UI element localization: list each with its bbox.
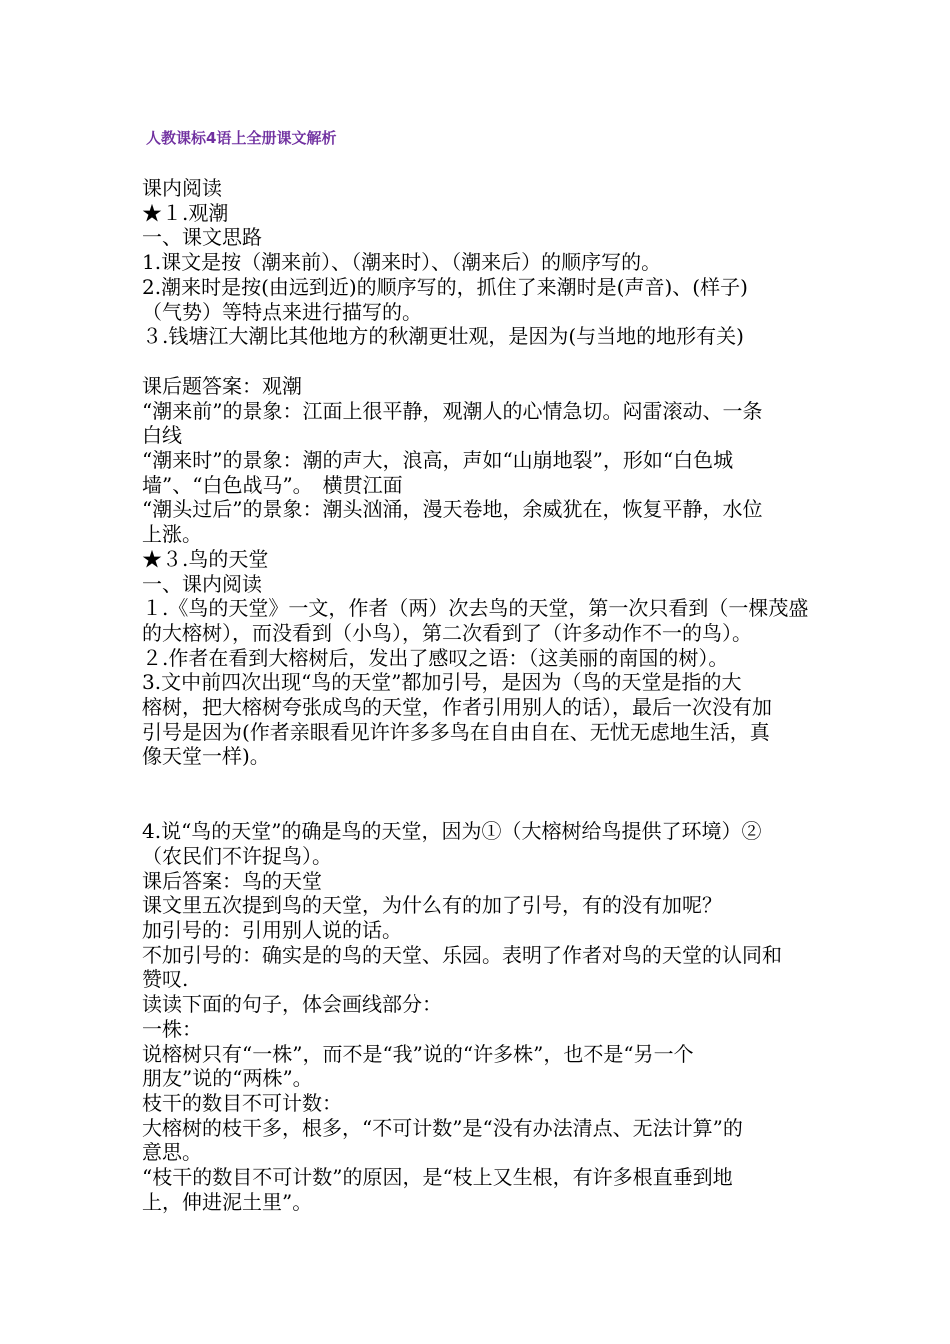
text-line: 上涨。 bbox=[142, 522, 202, 547]
text-line: 课后题答案：观潮 bbox=[142, 373, 302, 398]
text-line: 不加引号的：确实是的鸟的天堂、乐园。表明了作者对鸟的天堂的认同和 bbox=[142, 942, 782, 967]
blank-line bbox=[142, 349, 814, 374]
text-line: “潮来时”的景象：潮的声大，浪高，声如“山崩地裂”，形如“白色城 bbox=[142, 448, 734, 473]
text-line: 4.说“鸟的天堂”的确是鸟的天堂，因为①（大榕树给鸟提供了环境）② bbox=[142, 819, 762, 844]
text-line: 课内阅读 bbox=[142, 176, 222, 200]
text-line: 上，伸进泥土里”。 bbox=[142, 1189, 313, 1214]
text-line: 一、课文思路 bbox=[142, 225, 262, 250]
blank-line bbox=[142, 769, 814, 819]
text-line: 1.课文是按（潮来前）、（潮来时）、（潮来后）的顺序写的。 bbox=[142, 250, 662, 275]
text-line: 赞叹. bbox=[142, 967, 189, 992]
text-line: 枝干的数目不可计数： bbox=[142, 1090, 342, 1115]
text-line: （气势）等特点来进行描写的。 bbox=[142, 299, 422, 324]
text-line: 课后答案：鸟的天堂 bbox=[142, 868, 322, 893]
text-line: ３.钱塘江大潮比其他地方的秋潮更壮观，是因为(与当地的地形有关) bbox=[142, 324, 744, 349]
text-line: 引号是因为(作者亲眼看见许许多多鸟在自由自在、无忧无虑地生活，真 bbox=[142, 719, 770, 744]
text-line: 说榕树只有“一株”，而不是“我”说的“许多株”，也不是“另一个 bbox=[142, 1041, 694, 1066]
text-line: 墙”、“白色战马”。 横贯江面 bbox=[142, 472, 403, 497]
text-line: 榕树，把大榕树夸张成鸟的天堂，作者引用别人的话），最后一次没有加 bbox=[142, 695, 772, 720]
text-line: 像天堂一样)。 bbox=[142, 744, 270, 769]
text-line: “枝干的数目不可计数”的原因，是“枝上又生根，有许多根直垂到地 bbox=[142, 1165, 733, 1190]
text-line: “潮头过后”的景象：潮头汹涌，漫天卷地，余威犹在，恢复平静，水位 bbox=[142, 497, 763, 522]
text-line: （农民们不许捉鸟）。 bbox=[142, 843, 332, 868]
text-line: 意思。 bbox=[142, 1140, 202, 1165]
text-line: 一株： bbox=[142, 1016, 202, 1041]
text-line: “潮来前”的景象：江面上很平静，观潮人的心情急切。闷雷滚动、一条 bbox=[142, 398, 763, 423]
text-line: 一、课内阅读 bbox=[142, 571, 262, 596]
text-line: 2.潮来时是按(由远到近)的顺序写的，抓住了来潮时是(声音)、(样子) bbox=[142, 274, 748, 299]
text-line: 朋友”说的“两株”。 bbox=[142, 1066, 313, 1091]
document-title: 人教课标4语上全册课文解析 bbox=[146, 129, 337, 147]
document-body bbox=[142, 176, 814, 1214]
text-line: 课文里五次提到鸟的天堂，为什么有的加了引号，有的没有加呢？ bbox=[142, 893, 722, 918]
text-line: 白线 bbox=[142, 423, 182, 448]
text-line: ２.作者在看到大榕树后，发出了感叹之语：（这美丽的南国的树）。 bbox=[142, 645, 729, 670]
text-line: 的大榕树），而没看到（小鸟），第二次看到了（许多动作不一的鸟）。 bbox=[142, 620, 752, 645]
text-line: 3.文中前四次出现“鸟的天堂”都加引号，是因为（鸟的天堂是指的大 bbox=[142, 670, 742, 695]
text-line: 读读下面的句子，体会画线部分： bbox=[142, 992, 442, 1017]
text-line: ★３.鸟的天堂 bbox=[142, 546, 269, 571]
text-line: 加引号的：引用别人说的话。 bbox=[142, 917, 402, 942]
text-line: 大榕树的枝干多，根多，“不可计数”是“没有办法清点、无法计算”的 bbox=[142, 1115, 743, 1140]
text-line: ★１.观潮 bbox=[142, 200, 229, 225]
text-line: １.《鸟的天堂》一文，作者（两）次去鸟的天堂，第一次只看到（一棵茂盛 bbox=[142, 596, 809, 621]
